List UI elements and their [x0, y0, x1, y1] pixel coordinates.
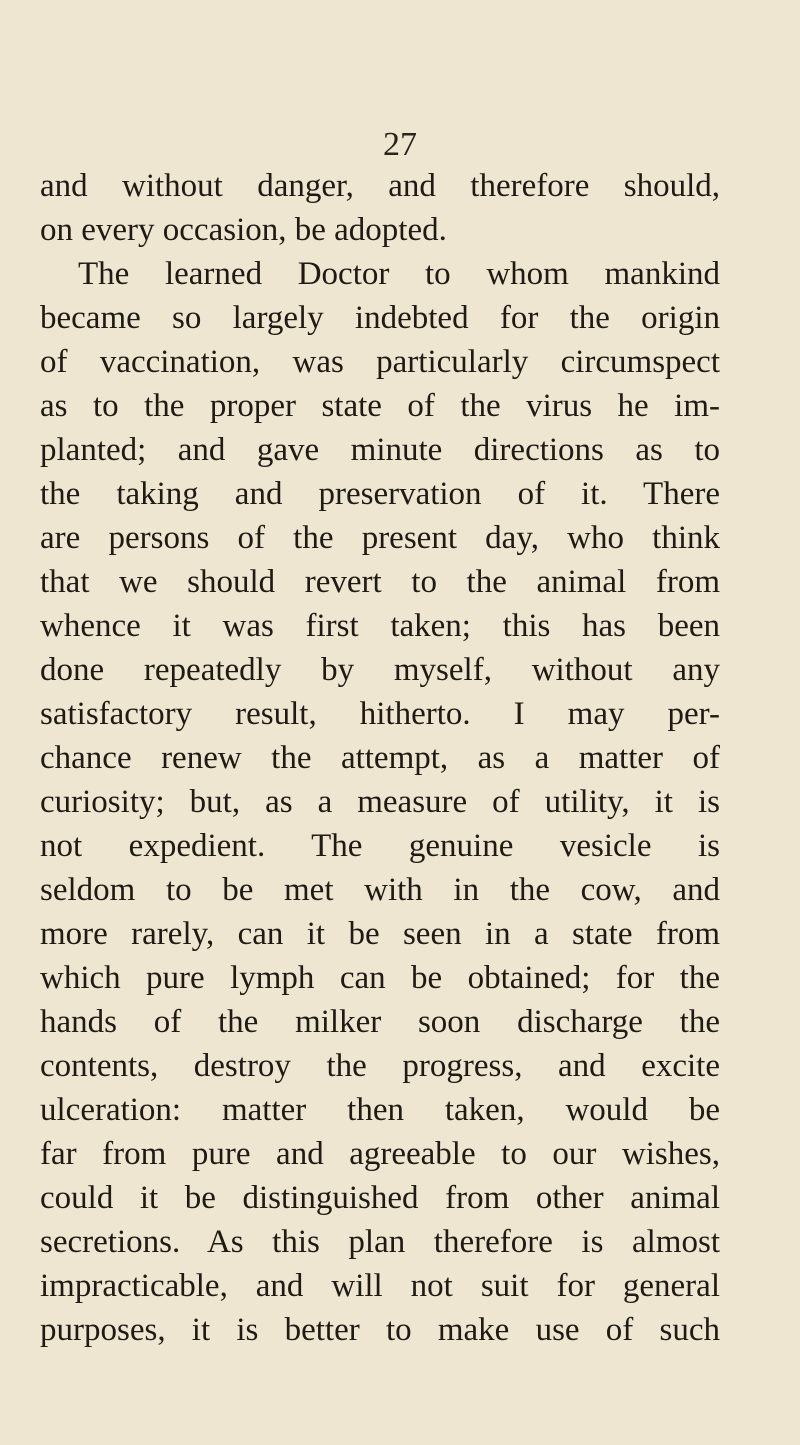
text-line: contents, destroy the progress, and excite	[40, 1048, 720, 1084]
body-text	[40, 164, 720, 1352]
text-line: more rarely, can it be seen in a state from	[40, 916, 720, 952]
text-line: done repeatedly by myself, without any	[40, 652, 720, 688]
text-line: and without danger, and therefore should,	[40, 168, 720, 204]
text-line: far from pure and agreeable to our wishes,	[40, 1136, 720, 1172]
text-line: purposes, it is better to make use of such	[40, 1312, 720, 1348]
text-line: which pure lymph can be obtained; for the	[40, 960, 720, 996]
text-line: The learned Doctor to whom mankind	[78, 256, 720, 292]
text-line: of vaccination, was particularly circumspect	[40, 344, 720, 380]
text-line: secretions. As this plan therefore is almost	[40, 1224, 720, 1260]
text-line: impracticable, and will not suit for general	[40, 1268, 720, 1304]
text-line: curiosity; but, as a measure of utility, it is	[40, 784, 720, 820]
text-line: could it be distinguished from other animal	[40, 1180, 720, 1216]
page-number: 27	[383, 126, 417, 163]
text-line: not expedient. The genuine vesicle is	[40, 828, 720, 864]
text-line: chance renew the attempt, as a matter of	[40, 740, 720, 776]
text-line: hands of the milker soon discharge the	[40, 1004, 720, 1040]
text-line: on every occasion, be adopted.	[40, 212, 447, 248]
text-line: satisfactory result, hitherto. I may per-	[40, 696, 720, 732]
text-line: that we should revert to the animal from	[40, 564, 720, 600]
text-line: as to the proper state of the virus he im-	[40, 388, 720, 424]
text-line: are persons of the present day, who think	[40, 520, 720, 556]
text-line: ulceration: matter then taken, would be	[40, 1092, 720, 1128]
text-line: became so largely indebted for the origin	[40, 300, 720, 336]
text-line: seldom to be met with in the cow, and	[40, 872, 720, 908]
text-line: the taking and preservation of it. There	[40, 476, 720, 512]
text-line: planted; and gave minute directions as to	[40, 432, 720, 468]
text-line: whence it was first taken; this has been	[40, 608, 720, 644]
